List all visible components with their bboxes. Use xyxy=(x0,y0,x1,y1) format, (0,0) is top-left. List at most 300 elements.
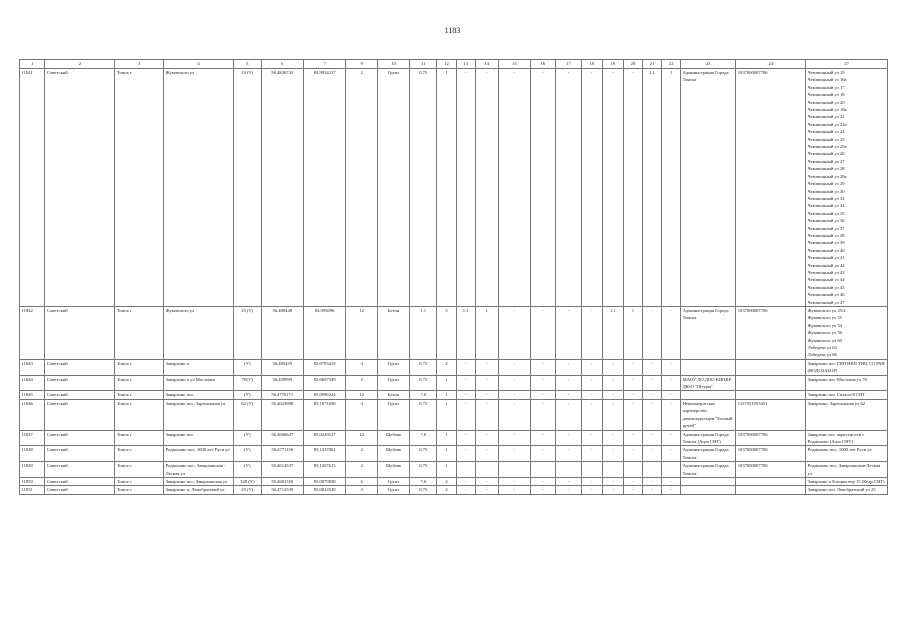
column-header: 6 xyxy=(261,60,303,69)
column-header: 23 xyxy=(681,60,736,69)
addresses-cell xyxy=(806,446,888,462)
table-cell: - xyxy=(498,359,530,375)
table-cell: - xyxy=(581,486,602,494)
table-cell: - xyxy=(475,359,498,375)
table-cell: 1 xyxy=(437,446,456,462)
column-header: 9 xyxy=(346,60,378,69)
column-header: 15 xyxy=(498,60,530,69)
addresses-cell xyxy=(806,430,888,446)
table-cell: - xyxy=(556,375,581,391)
data-table xyxy=(19,59,888,495)
table-cell: - xyxy=(556,477,581,485)
table-cell: 7,6 xyxy=(409,477,437,485)
table-cell: - xyxy=(456,359,475,375)
table-cell: 1,1 xyxy=(456,307,475,360)
table-cell: 84,993096 xyxy=(303,307,345,360)
table-cell: - xyxy=(602,446,623,462)
table-cell: - xyxy=(642,399,661,430)
table-cell: - xyxy=(456,486,475,494)
address-item: Чемпионный ул 18 xyxy=(807,92,845,98)
table-cell: 12 xyxy=(346,430,378,446)
table-cell: - xyxy=(530,477,555,485)
table-cell: 11844 xyxy=(20,375,45,391)
table-cell: 56,4623980 xyxy=(261,399,303,430)
table-cell: - xyxy=(556,446,581,462)
table-cell: 5 xyxy=(437,307,456,360)
address-item: Чемпионный ул 36 xyxy=(807,218,845,224)
table-cell: Заварзино п xyxy=(164,359,234,375)
column-header: 12 xyxy=(437,60,456,69)
table-cell: 328 (У) xyxy=(234,477,262,485)
table-cell: Советский xyxy=(45,462,115,478)
table-cell: Жуковского ул xyxy=(164,307,234,360)
table-row xyxy=(20,430,888,446)
table-cell: 85,0024549 xyxy=(303,486,345,494)
address-item: Чемпионный ул 27 xyxy=(807,158,845,164)
address-item: Чемпионный ул 41 xyxy=(807,255,845,261)
address-item: Заварзино пос окрестности с Родионово (Агро СНТ) xyxy=(807,431,865,444)
table-cell: - xyxy=(475,391,498,399)
table-cell: - xyxy=(623,399,642,430)
column-header: 20 xyxy=(623,60,642,69)
table-cell: 0,75 xyxy=(409,375,437,391)
table-cell: - xyxy=(623,430,642,446)
table-cell: Бетон xyxy=(378,391,410,399)
table-cell: 2 xyxy=(437,359,456,375)
table-cell: Советский xyxy=(45,486,115,494)
address-item: Чемпионный ул 26 xyxy=(807,151,845,157)
table-cell: - xyxy=(498,391,530,399)
table-cell xyxy=(681,359,736,375)
table-cell: 2 xyxy=(346,375,378,391)
table-cell: - xyxy=(581,446,602,462)
table-cell: 2 xyxy=(437,477,456,485)
table-cell: - xyxy=(498,307,530,360)
table-cell: - xyxy=(623,359,642,375)
addresses-cell xyxy=(806,391,888,399)
address-item: Чемпионный ул 47 xyxy=(807,299,845,305)
table-cell: Советский xyxy=(45,375,115,391)
address-item: Чемпионный ул 24 xyxy=(807,129,845,135)
table-cell: - xyxy=(456,69,475,307)
table-cell xyxy=(736,359,806,375)
table-cell: Грунт xyxy=(378,486,410,494)
address-item: Жуковского ул 56 xyxy=(807,330,842,336)
table-row xyxy=(20,391,888,399)
header-row xyxy=(20,60,888,69)
table-cell: Томск г xyxy=(115,486,164,494)
addresses-cell xyxy=(806,399,888,430)
table-cell xyxy=(530,462,555,478)
table-cell: - xyxy=(530,430,555,446)
table-cell xyxy=(736,391,806,399)
table-cell: Советский xyxy=(45,477,115,485)
table-cell: Томск г xyxy=(115,446,164,462)
addresses-cell xyxy=(806,486,888,494)
table-cell: - xyxy=(662,375,681,391)
table-cell: Грунт xyxy=(378,375,410,391)
table-cell: 56,4614537 xyxy=(261,462,303,478)
column-header: 21 xyxy=(642,60,661,69)
table-cell: Родионово пос, 1000 лет Руси ул xyxy=(164,446,234,462)
table-cell: - xyxy=(530,391,555,399)
table-cell: 2 xyxy=(346,462,378,478)
column-header: 4 xyxy=(164,60,234,69)
table-cell: 11845 xyxy=(20,391,45,399)
table-cell: 85,1071630 xyxy=(303,399,345,430)
table-cell: 1,1 xyxy=(409,307,437,360)
table-cell: МАОУ ДО ДОО КИЦКР ДЮО "Штурм" xyxy=(681,375,736,391)
column-header: 27 xyxy=(806,60,888,69)
table-cell: Томск г xyxy=(115,399,164,430)
table-cell: - xyxy=(623,446,642,462)
address-item: Чемпионный ул 25 xyxy=(807,136,845,142)
address-item: Чемпионный ул 37 xyxy=(807,225,845,231)
table-cell: 2 xyxy=(346,446,378,462)
table-cell: 4 xyxy=(346,399,378,430)
table-row xyxy=(20,486,888,494)
table-cell: 85,0229127 xyxy=(303,430,345,446)
address-item: Лебедева ул 64 xyxy=(807,345,837,351)
table-cell: Некоммерческое партнерство домовладельцев "Еловый ручей" xyxy=(681,399,736,430)
table-row xyxy=(20,462,888,478)
table-cell: Жуковского ул xyxy=(164,69,234,307)
table-cell: 70(У) xyxy=(234,375,262,391)
address-item: Заварзино пос Ленобразский ул 25 xyxy=(807,487,876,493)
page-number: 1183 xyxy=(444,26,461,35)
address-item: Чемпионный ул 34 xyxy=(807,203,845,209)
table-cell: Заварзино пос, Заречальная ул xyxy=(164,399,234,430)
table-cell: 0,75 xyxy=(409,486,437,494)
table-cell: 1037000087706 xyxy=(736,446,806,462)
addresses-cell xyxy=(806,477,888,485)
table-cell: 7,6 xyxy=(409,391,437,399)
column-header: 3 xyxy=(115,60,164,69)
address-item: Чемпионный ул 28а xyxy=(807,173,847,179)
table-cell: - xyxy=(556,359,581,375)
table-cell: Томск г xyxy=(115,359,164,375)
table-cell: - xyxy=(556,69,581,307)
column-header: 16 xyxy=(530,60,555,69)
table-cell: - xyxy=(581,399,602,430)
table-cell: 0,75 xyxy=(409,359,437,375)
address-item: Чемпионный ул 39 xyxy=(807,240,845,246)
table-cell: - xyxy=(642,477,661,485)
table-cell xyxy=(498,462,530,478)
column-header: 19 xyxy=(602,60,623,69)
table-cell xyxy=(681,477,736,485)
table-cell: 11841 xyxy=(20,69,45,307)
addresses-cell xyxy=(806,359,888,375)
column-header: 17 xyxy=(556,60,581,69)
table-cell: 11847 xyxy=(20,430,45,446)
table-cell: 56,4681350 xyxy=(261,477,303,485)
table-cell: - xyxy=(602,69,623,307)
address-item: Чемпионный ул 30 xyxy=(807,188,845,194)
table-cell: - xyxy=(581,430,602,446)
table-cell xyxy=(662,462,681,478)
table-cell: - xyxy=(623,391,642,399)
table-cell: Томск г xyxy=(115,477,164,485)
table-cell: Советский xyxy=(45,399,115,430)
table-cell xyxy=(681,391,736,399)
address-item: Заварзино, Заречальная ул 62 xyxy=(807,400,866,406)
table-cell: 1 xyxy=(475,307,498,360)
table-cell: - xyxy=(623,375,642,391)
table-cell: - xyxy=(581,477,602,485)
table-cell: 1157031055451 xyxy=(736,399,806,430)
table-row xyxy=(20,307,888,360)
table-cell: Бетон xyxy=(378,307,410,360)
table-cell: 0,75 xyxy=(409,399,437,430)
table-cell: 24 (У) xyxy=(234,69,262,307)
table-cell: 56,480448 xyxy=(261,307,303,360)
table-cell: - xyxy=(602,375,623,391)
table-cell: - xyxy=(602,359,623,375)
table-cell: 85,1337061 xyxy=(303,446,345,462)
table-cell: - xyxy=(602,477,623,485)
table-cell xyxy=(556,462,581,478)
table-cell: - xyxy=(530,69,555,307)
address-item: Чемпионный ул 25а xyxy=(807,144,847,150)
table-cell: 1037000087706 xyxy=(736,430,806,446)
table-row xyxy=(20,359,888,375)
table-cell: Заварзино пос xyxy=(164,430,234,446)
table-cell: Советский xyxy=(45,359,115,375)
table-cell: - xyxy=(662,477,681,485)
table-cell: 1 xyxy=(623,307,642,360)
table-cell xyxy=(475,462,498,478)
table-cell: - xyxy=(498,477,530,485)
table-cell xyxy=(456,462,475,478)
table-cell: Заварзино пос, Заварзинская ул xyxy=(164,477,234,485)
table-row xyxy=(20,446,888,462)
table-cell: 85,0697549 xyxy=(303,375,345,391)
table-cell: - xyxy=(456,430,475,446)
table-cell: 1037000087706 xyxy=(736,69,806,307)
table-cell: - xyxy=(556,307,581,360)
table-cell: 56,4606647 xyxy=(261,430,303,446)
table-cell: 1 xyxy=(437,375,456,391)
addresses-cell xyxy=(806,307,888,360)
table-cell: - xyxy=(662,430,681,446)
table-cell: - xyxy=(642,375,661,391)
table-cell: - xyxy=(456,446,475,462)
table-cell: (У) xyxy=(234,462,262,478)
table-cell: 11851 xyxy=(20,486,45,494)
table-cell: Советский xyxy=(45,446,115,462)
address-item: Жуковского ул 35/2 xyxy=(807,308,846,313)
table-cell: 84,9934217 xyxy=(303,69,345,307)
table-cell: - xyxy=(623,486,642,494)
table-cell: 56,485459 xyxy=(261,359,303,375)
table-cell xyxy=(642,462,661,478)
table-cell: 85,0996224 xyxy=(303,391,345,399)
table-cell: - xyxy=(581,391,602,399)
table-cell: 1 xyxy=(437,391,456,399)
table-cell: - xyxy=(556,399,581,430)
table-cell: Щебень xyxy=(378,462,410,478)
table-cell: - xyxy=(581,375,602,391)
table-cell: - xyxy=(456,399,475,430)
table-cell: - xyxy=(530,307,555,360)
column-header: 22 xyxy=(662,60,681,69)
column-header: 5 xyxy=(234,60,262,69)
table-cell: - xyxy=(498,375,530,391)
table-cell: 11842 xyxy=(20,307,45,360)
table-cell: Томск г xyxy=(115,430,164,446)
table-cell: - xyxy=(642,486,661,494)
table-cell: - xyxy=(530,359,555,375)
column-header: 18 xyxy=(581,60,602,69)
table-cell: 11848 xyxy=(20,446,45,462)
table-cell: - xyxy=(456,375,475,391)
table-cell: 56,458999 xyxy=(261,375,303,391)
table-cell: 56,4712539 xyxy=(261,486,303,494)
table-cell: - xyxy=(662,399,681,430)
column-header: 11 xyxy=(409,60,437,69)
table-cell: 11849 xyxy=(20,462,45,478)
address-item: Жуковского ул 55 xyxy=(807,315,842,321)
address-item: Заварзино п Ельцин пер 15 (Кедр СНТ) xyxy=(807,478,885,484)
address-item: Родионово пос, 1000 лет Руси ул xyxy=(807,447,872,453)
table-cell: 0,75 xyxy=(409,69,437,307)
table-cell: 3 xyxy=(346,486,378,494)
table-cell: - xyxy=(475,375,498,391)
table-cell: Администрация Города Томска (Агро СНТ) xyxy=(681,430,736,446)
table-cell: 12 xyxy=(346,307,378,360)
table-cell: - xyxy=(498,430,530,446)
table-cell: 1 xyxy=(437,462,456,478)
address-item: Чемпионный ул 40 xyxy=(807,247,845,253)
table-cell: - xyxy=(456,391,475,399)
table-cell: 2 xyxy=(437,486,456,494)
table-cell: 11843 xyxy=(20,359,45,375)
table-cell: 6 xyxy=(346,477,378,485)
addresses-cell xyxy=(806,69,888,307)
column-header: 10 xyxy=(378,60,410,69)
table-cell xyxy=(602,462,623,478)
table-cell: 1 xyxy=(437,430,456,446)
table-cell: - xyxy=(623,477,642,485)
address-item: Жуковского ул 54 xyxy=(807,322,842,328)
address-item: Жуковского ул 60 xyxy=(807,337,842,343)
address-item: Чемпионный ул 20 xyxy=(807,99,845,105)
table-cell: - xyxy=(530,375,555,391)
table-cell: Грунт xyxy=(378,359,410,375)
table-cell: Советский xyxy=(45,307,115,360)
table-cell: 1037000087706 xyxy=(736,307,806,360)
table-cell: Администрация Города Томска xyxy=(681,446,736,462)
table-cell: Томск г xyxy=(115,69,164,307)
table-cell: Грунт xyxy=(378,477,410,485)
table-cell: - xyxy=(498,486,530,494)
address-item: Заварзино пос Мостовая ул 70 xyxy=(807,376,867,382)
table-cell: - xyxy=(642,446,661,462)
table-cell: - xyxy=(662,391,681,399)
table-cell xyxy=(623,462,642,478)
table-cell: 85,0793419 xyxy=(303,359,345,375)
table-cell: 2,1 xyxy=(642,69,661,307)
table-cell: - xyxy=(662,307,681,360)
table-cell: 1,1 xyxy=(602,307,623,360)
table-row xyxy=(20,477,888,485)
table-cell: Администрация Города Томска xyxy=(681,307,736,360)
address-item: Чемпионный ул 32 xyxy=(807,195,845,201)
table-cell: - xyxy=(530,399,555,430)
table-cell: 0,75 xyxy=(409,446,437,462)
address-item: Чемпионный ул 16а xyxy=(807,77,847,83)
table-cell: Советский xyxy=(45,430,115,446)
table-cell: Администрация Города Томска xyxy=(681,69,736,307)
table-cell: - xyxy=(530,446,555,462)
table-cell: Грунт xyxy=(378,69,410,307)
table-cell: Советский xyxy=(45,391,115,399)
table-cell: Грунт xyxy=(378,399,410,430)
table-cell: (У) xyxy=(234,391,262,399)
table-cell: 12 xyxy=(346,391,378,399)
table-cell: - xyxy=(475,446,498,462)
table-cell: - xyxy=(602,399,623,430)
table-cell: 25 (У) xyxy=(234,307,262,360)
column-header: 2 xyxy=(45,60,115,69)
address-item: Заварзино пос ГНП НКП ТНЦ СО РАН (ВОДОЗАБОР) xyxy=(807,360,885,374)
table-cell: - xyxy=(602,430,623,446)
table-cell: - xyxy=(642,430,661,446)
table-cell: Томск г xyxy=(115,462,164,478)
table-cell: 11850 xyxy=(20,477,45,485)
table-cell: - xyxy=(662,486,681,494)
table-cell: 1037000087706 xyxy=(736,462,806,478)
column-header: 7 xyxy=(303,60,345,69)
table-cell: - xyxy=(662,446,681,462)
table-cell: - xyxy=(581,359,602,375)
addresses-cell xyxy=(806,375,888,391)
address-item: Чемпионный ул 22а xyxy=(807,121,847,127)
column-header: 1 xyxy=(20,60,45,69)
table-cell xyxy=(736,477,806,485)
table-cell xyxy=(681,486,736,494)
address-item: Чемпионный ул 28 xyxy=(807,166,845,172)
column-header: 24 xyxy=(736,60,806,69)
table-cell: - xyxy=(581,69,602,307)
table-cell: - xyxy=(602,486,623,494)
table-cell: - xyxy=(475,430,498,446)
table-cell: 11846 xyxy=(20,399,45,430)
table-cell: Заварзино п ул Мостовая xyxy=(164,375,234,391)
table-cell: 4 xyxy=(346,359,378,375)
address-item: Чемпионный ул 18а xyxy=(807,107,847,113)
address-item: Чемпионный ул 45 xyxy=(807,284,845,290)
column-header: 13 xyxy=(456,60,475,69)
table-cell: Администрация Города Томска xyxy=(681,462,736,478)
table-cell xyxy=(581,462,602,478)
table-cell: Щебень xyxy=(378,446,410,462)
table-cell: (У) xyxy=(234,359,262,375)
table-cell: - xyxy=(602,391,623,399)
address-item: Чемпионный ул 46 xyxy=(807,292,845,298)
table-cell: 2 xyxy=(346,69,378,307)
table-cell: Томск г xyxy=(115,375,164,391)
table-cell: - xyxy=(556,430,581,446)
table-cell: - xyxy=(623,69,642,307)
table-cell: Заварзино п, Ленобразский ул xyxy=(164,486,234,494)
table-cell: - xyxy=(662,359,681,375)
table-cell: - xyxy=(642,391,661,399)
table-cell: 85,0879030 xyxy=(303,477,345,485)
table-cell: - xyxy=(498,69,530,307)
table-cell xyxy=(736,375,806,391)
